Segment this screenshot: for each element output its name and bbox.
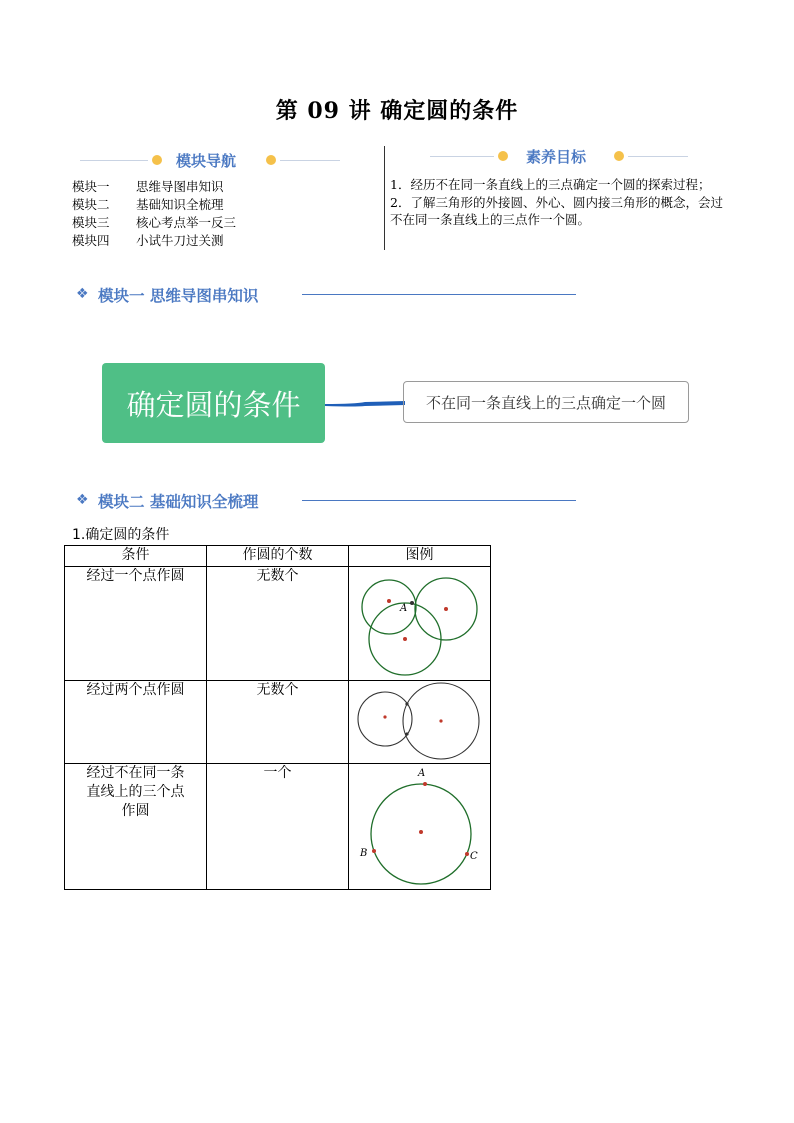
mindmap-connector: [325, 398, 405, 410]
table-row: [65, 681, 491, 764]
condition-cell: 经过一个点作圆: [65, 567, 207, 681]
list-item: 模块四 小试牛刀过关测: [72, 233, 224, 248]
figure-cell: [349, 681, 491, 764]
one-point-circles-figure: [349, 567, 490, 679]
table-header-cell: 条件: [65, 546, 207, 567]
column-divider: [384, 146, 385, 250]
condition-cell: 经过不在同一条直线上的三个点作圆: [65, 764, 207, 890]
point-label-b: B: [360, 848, 368, 859]
table-header-cell: 图例: [349, 546, 491, 567]
table-header-row: [65, 546, 491, 567]
mindmap-leaf-node: 不在同一条直线上的三点确定一个圆: [403, 381, 689, 423]
point-label-c: C: [470, 851, 478, 862]
subsection-title: 1.确定圆的条件: [72, 527, 170, 543]
count-cell: 无数个: [207, 681, 349, 764]
list-item: 模块三 核心考点举一反三: [72, 215, 237, 230]
count-cell: 无数个: [207, 567, 349, 681]
point-label-a: A: [400, 603, 408, 614]
list-item: 模块一 思维导图串知识: [72, 179, 224, 194]
three-point-circle-figure: [349, 764, 490, 888]
dot-icon: [498, 151, 508, 161]
goals-text: [390, 176, 730, 229]
two-point-circles-figure: [349, 681, 490, 762]
figure-cell: [349, 764, 491, 890]
module-nav-list: [72, 178, 236, 250]
diamond-arrows-icon: ❖: [76, 492, 89, 508]
mindmap-root-node: 确定圆的条件: [102, 363, 325, 443]
dot-icon: [266, 155, 276, 165]
condition-cell: 经过两个点作圆: [65, 681, 207, 764]
module-nav-title: 模块导航: [176, 152, 237, 170]
list-item: 模块二 基础知识全梳理: [72, 197, 224, 212]
module-nav-heading: [80, 150, 380, 172]
conditions-table: [64, 545, 491, 890]
goals-title: 素养目标: [526, 148, 587, 166]
section-header-1: ❖ 模块一 思维导图串知识: [76, 284, 596, 306]
figure-cell: [349, 567, 491, 681]
section-header-2: ❖ 模块二 基础知识全梳理: [76, 490, 596, 512]
goal-item: 1．经历不在同一条直线上的三点确定一个圆的探索过程；: [390, 177, 711, 192]
dot-icon: [152, 155, 162, 165]
dot-icon: [614, 151, 624, 161]
count-cell: 一个: [207, 764, 349, 890]
page-title: 第 09 讲 确定圆的条件: [275, 98, 519, 124]
table-header-cell: 作圆的个数: [207, 546, 349, 567]
table-row: [65, 764, 491, 890]
point-label-a: A: [418, 768, 426, 779]
diamond-arrows-icon: ❖: [76, 286, 89, 302]
goal-item: 2．了解三角形的外接圆、外心、圆内接三角形的概念，会过不在同一条直线上的三点作一个圆。: [390, 194, 723, 227]
goals-heading: [430, 146, 700, 168]
table-row: [65, 567, 491, 681]
